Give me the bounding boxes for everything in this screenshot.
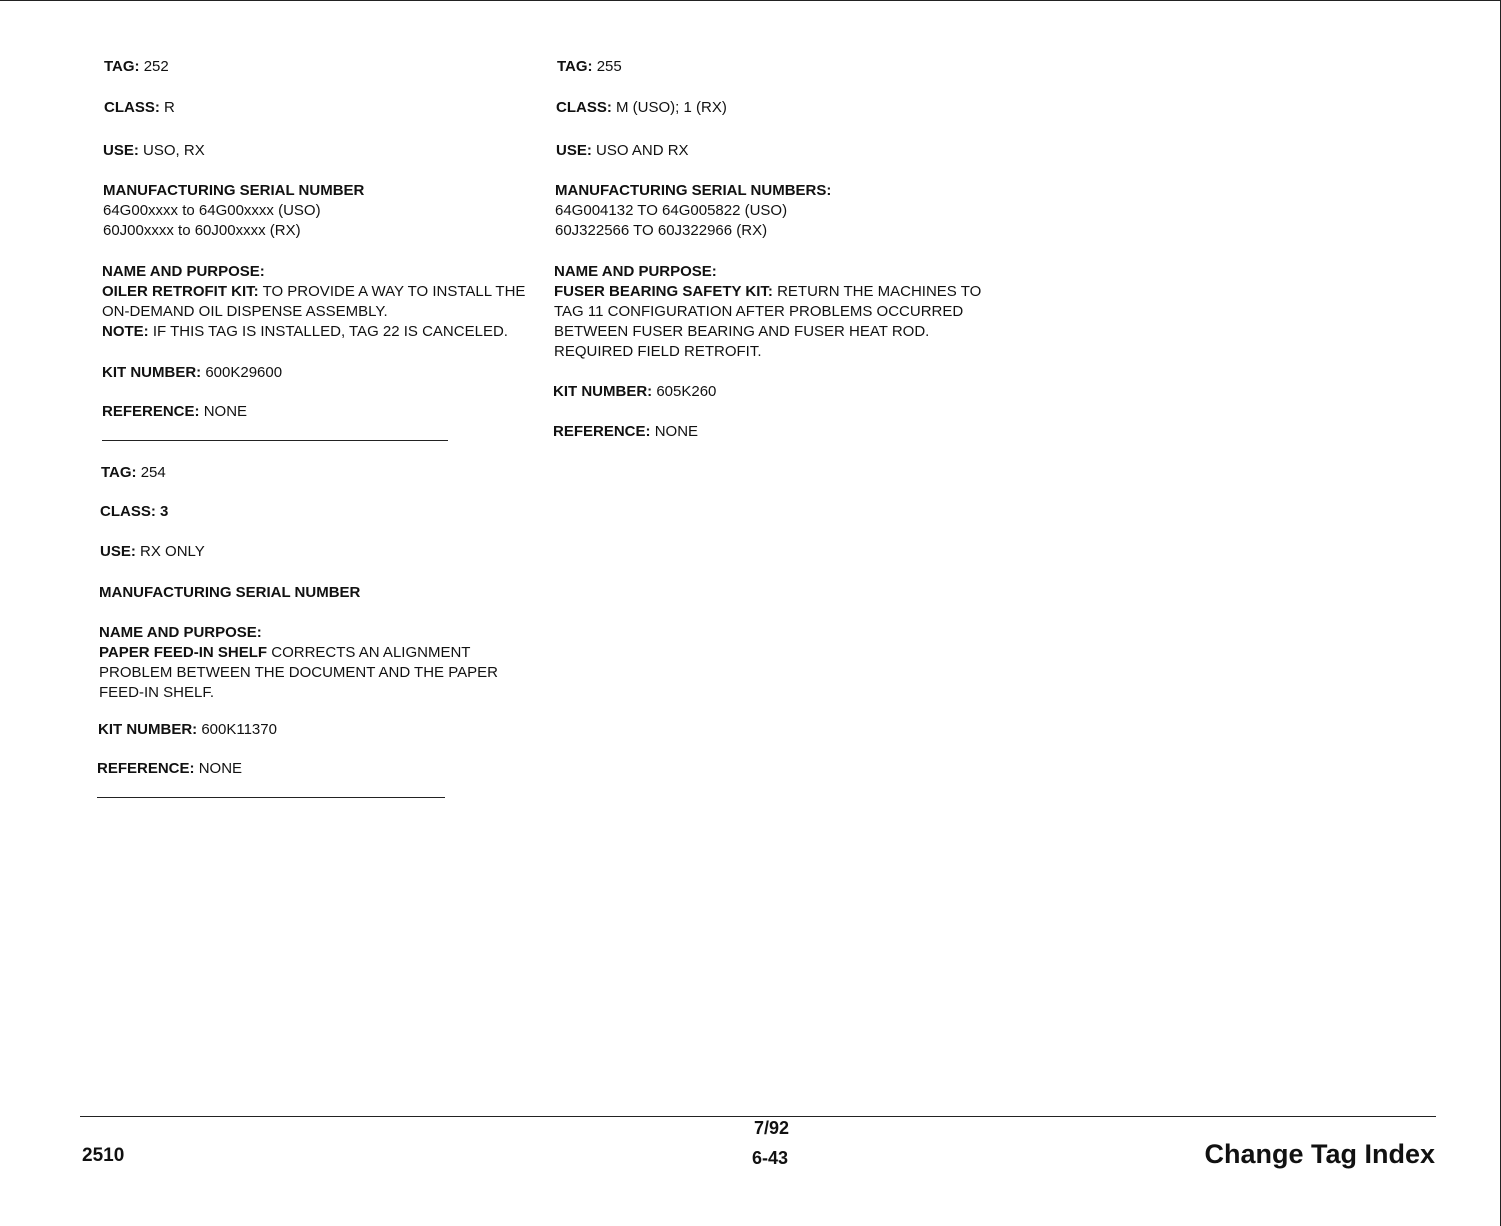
tag-value: 255 xyxy=(596,58,622,75)
serial-line: 64G004132 TO 64G005822 (USO) xyxy=(555,202,788,219)
serial-line: 64G00xxxx to 64G00xxxx (USO) xyxy=(103,202,321,219)
tag-254-reference xyxy=(97,759,242,779)
kit-number-value: 600K11370 xyxy=(201,721,277,738)
tag-252-purpose xyxy=(102,262,525,342)
serial-line: 60J322566 TO 60J322966 (RX) xyxy=(555,222,768,239)
tag-255-purpose xyxy=(554,262,981,362)
section-divider xyxy=(102,440,448,441)
tag-254-purpose xyxy=(99,623,498,703)
tag-255-tag xyxy=(557,57,622,77)
footer-model-number: 2510 xyxy=(82,1145,125,1166)
kit-number-value: 605K260 xyxy=(656,383,717,400)
class-label: CLASS: xyxy=(100,503,156,520)
tag-252-serial xyxy=(103,181,364,241)
tag-label: TAG: xyxy=(557,58,593,75)
note-text: IF THIS TAG IS INSTALLED, TAG 22 IS CANCELED. xyxy=(152,323,508,340)
tag-252-class xyxy=(104,98,175,118)
section-divider xyxy=(97,797,445,798)
reference-value: NONE xyxy=(654,423,699,440)
tag-255-reference xyxy=(553,422,698,442)
page-border-top xyxy=(0,0,1501,1)
class-value: M (USO); 1 (RX) xyxy=(616,99,727,116)
tag-252-reference xyxy=(102,402,247,422)
purpose-text: TAG 11 CONFIGURATION AFTER PROBLEMS OCCURRED xyxy=(554,303,964,320)
reference-label: REFERENCE: xyxy=(553,423,651,440)
purpose-text: CORRECTS AN ALIGNMENT xyxy=(271,644,471,661)
name-purpose-label: NAME AND PURPOSE: xyxy=(99,624,262,641)
tag-252-kit-number xyxy=(102,363,282,383)
name-purpose-label: NAME AND PURPOSE: xyxy=(102,263,265,280)
tag-value: 254 xyxy=(140,464,166,481)
use-value: USO, RX xyxy=(143,142,205,159)
reference-label: REFERENCE: xyxy=(102,403,200,420)
tag-255-serial xyxy=(555,181,831,241)
serial-line: 60J00xxxx to 60J00xxxx (RX) xyxy=(103,222,301,239)
tag-value: 252 xyxy=(143,58,169,75)
note-label: NOTE: xyxy=(102,323,149,340)
tag-255-class xyxy=(556,98,727,118)
tag-254-use xyxy=(100,542,205,562)
tag-label: TAG: xyxy=(101,464,137,481)
purpose-text: BETWEEN FUSER BEARING AND FUSER HEAT ROD. xyxy=(554,323,930,340)
serial-label: MANUFACTURING SERIAL NUMBERS: xyxy=(555,182,832,199)
footer-date: 7/92 xyxy=(754,1118,790,1138)
tag-252-use xyxy=(103,141,205,161)
reference-value: NONE xyxy=(198,760,243,777)
serial-label: MANUFACTURING SERIAL NUMBER xyxy=(103,182,365,199)
class-label: CLASS: xyxy=(104,99,160,116)
tag-254-tag xyxy=(101,463,166,483)
footer-section-title: Change Tag Index xyxy=(1204,1139,1435,1169)
kit-number-label: KIT NUMBER: xyxy=(553,383,653,400)
class-value: R xyxy=(164,99,175,116)
tag-label: TAG: xyxy=(104,58,140,75)
use-value: RX ONLY xyxy=(140,543,205,560)
purpose-text: REQUIRED FIELD RETROFIT. xyxy=(554,343,762,360)
tag-254-class xyxy=(100,502,168,522)
use-label: USE: xyxy=(100,543,136,560)
purpose-text: ON-DEMAND OIL DISPENSE ASSEMBLY. xyxy=(102,303,388,320)
kit-name: FUSER BEARING SAFETY KIT: xyxy=(554,283,773,300)
kit-name: PAPER FEED-IN SHELF xyxy=(99,644,268,661)
tag-254-kit-number xyxy=(98,720,277,740)
tag-254-serial-label: MANUFACTURING SERIAL NUMBER xyxy=(99,584,361,601)
reference-value: NONE xyxy=(203,403,248,420)
class-label: CLASS: xyxy=(556,99,612,116)
kit-name: OILER RETROFIT KIT: xyxy=(102,283,259,300)
name-purpose-label: NAME AND PURPOSE: xyxy=(554,263,717,280)
footer-page-number: 6-43 xyxy=(752,1148,789,1168)
kit-number-label: KIT NUMBER: xyxy=(98,721,198,738)
tag-255-kit-number xyxy=(553,382,716,402)
use-label: USE: xyxy=(103,142,139,159)
tag-252-tag xyxy=(104,57,169,77)
kit-number-label: KIT NUMBER: xyxy=(102,364,202,381)
purpose-text: FEED-IN SHELF. xyxy=(99,684,215,701)
tag-255-use xyxy=(556,141,689,161)
reference-label: REFERENCE: xyxy=(97,760,195,777)
purpose-text: RETURN THE MACHINES TO xyxy=(777,283,982,300)
kit-number-value: 600K29600 xyxy=(205,364,283,381)
purpose-text: PROBLEM BETWEEN THE DOCUMENT AND THE PAPER xyxy=(99,664,498,681)
footer-rule xyxy=(80,1116,1436,1117)
use-value: USO AND RX xyxy=(596,142,689,159)
class-value: 3 xyxy=(160,503,169,520)
use-label: USE: xyxy=(556,142,592,159)
purpose-text: TO PROVIDE A WAY TO INSTALL THE xyxy=(262,283,526,300)
